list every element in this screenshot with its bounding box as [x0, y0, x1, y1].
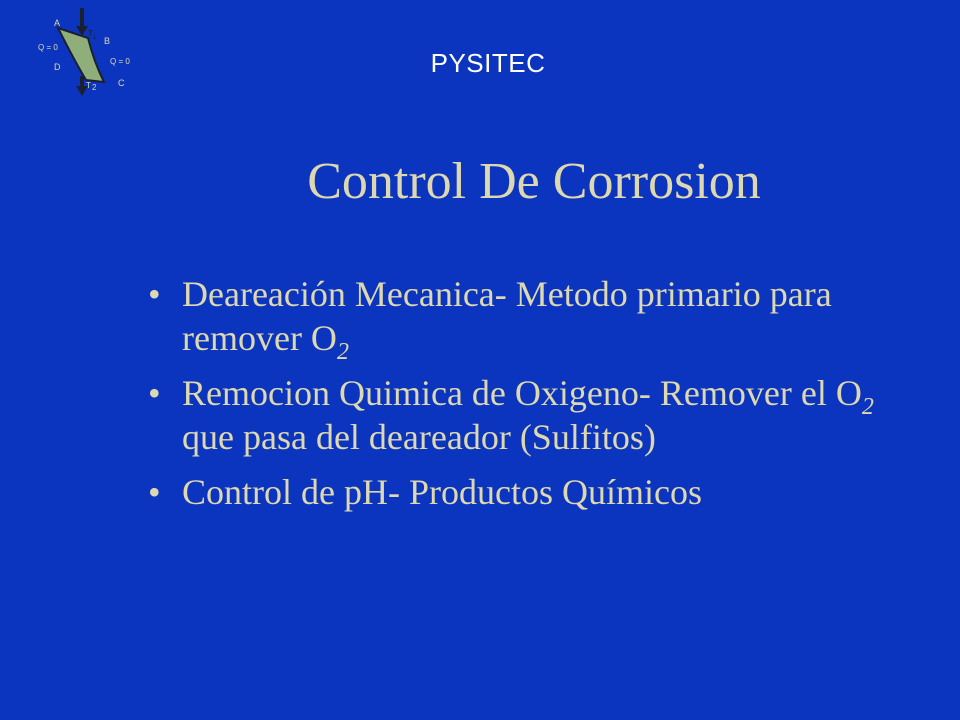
slide-title: Control De Corrosion — [307, 153, 761, 210]
logo-label-q-right: Q = 0 — [110, 57, 130, 66]
logo-label-c: C — [118, 78, 125, 88]
bullet-dot: • — [148, 274, 161, 314]
bullet-item — [148, 470, 928, 514]
bullet-list — [148, 272, 928, 525]
bullet-text-tail: que pasa del deareador (Sulfitos) — [182, 417, 656, 457]
brand-name: PYSITEC — [430, 48, 546, 78]
logo-label-t2: T — [86, 81, 91, 90]
logo-label-a: A — [54, 18, 61, 28]
logo-label-t1-sub: 1 — [93, 35, 97, 41]
bullet-item — [148, 272, 928, 365]
bullet-dot: • — [148, 472, 161, 512]
bullet-item — [148, 371, 928, 459]
logo-label-t2-sub: 2 — [92, 83, 97, 92]
bullet-text: Remocion Quimica de Oxigeno- Remover el O — [182, 373, 862, 413]
bullet-text: Deareación Mecanica- Metodo primario para remover O — [182, 274, 832, 358]
logo-label-d: D — [54, 62, 61, 72]
subscript: 2 — [336, 339, 349, 365]
logo-label-b: B — [104, 36, 111, 46]
logo-label-q-left: Q = 0 — [38, 43, 58, 52]
logo-label-t1: T — [88, 29, 93, 38]
bullet-text: Control de pH- Productos Químicos — [182, 472, 702, 512]
bullet-dot: • — [148, 373, 161, 413]
subscript: 2 — [861, 394, 874, 420]
